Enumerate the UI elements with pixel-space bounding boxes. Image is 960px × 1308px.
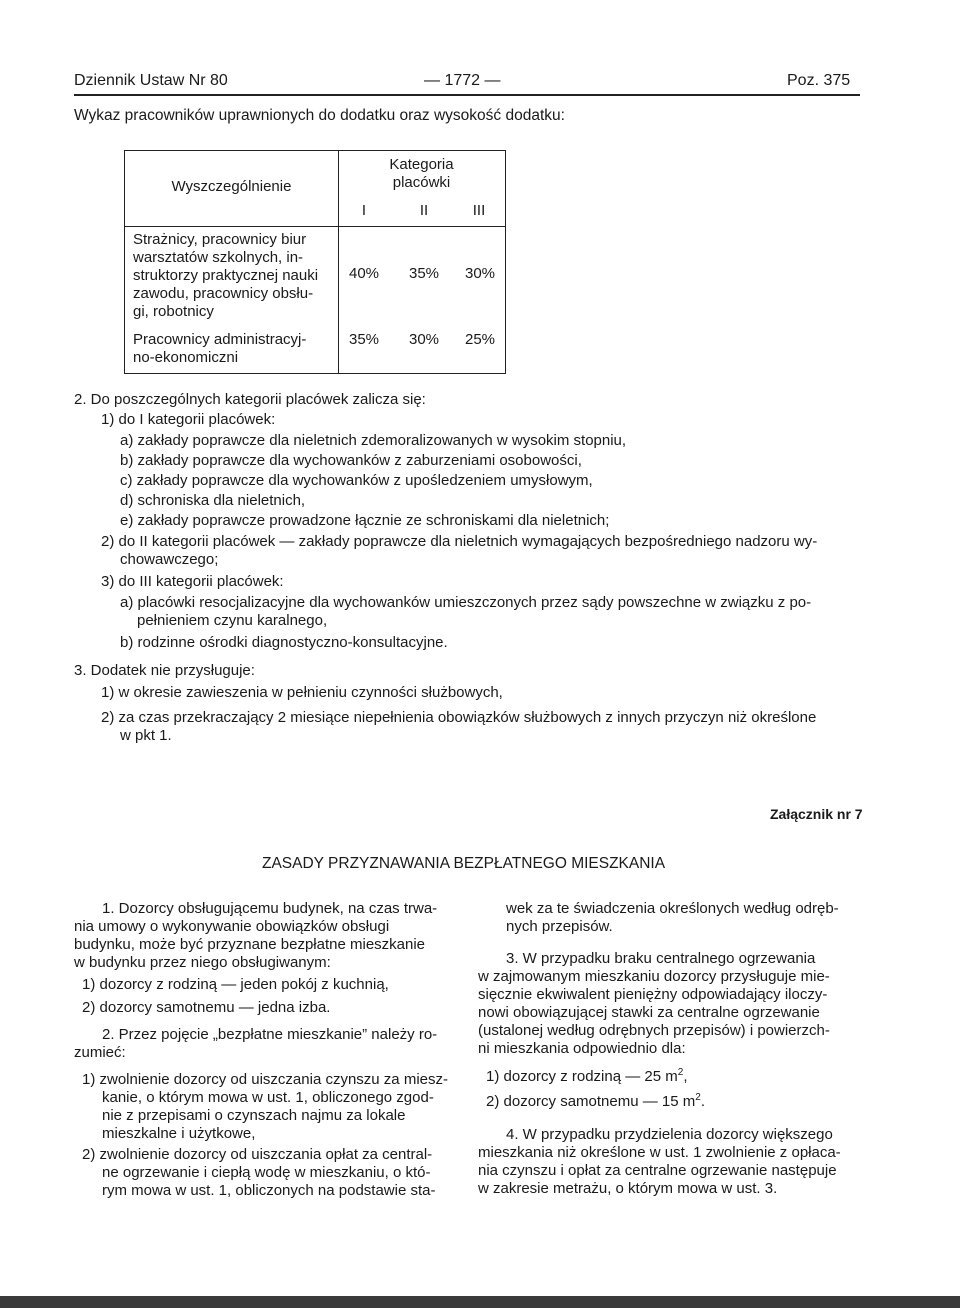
- text-line: sięcznie ekwiwalent pieniężny odpowiadający iloczy-: [478, 986, 828, 1003]
- table-group-header-l2: placówki: [392, 174, 451, 191]
- table-row-2-cat-2: 30%: [408, 331, 440, 348]
- table-row-2-cat-3: 25%: [464, 331, 496, 348]
- section-3-item-2-cont: w pkt 1.: [120, 727, 172, 744]
- text-line: 2) zwolnienie dozorcy od uiszczania opłat za central-: [82, 1146, 433, 1163]
- intro-text: Wykaz pracowników uprawnionych do dodatku oraz wysokość dodatku:: [74, 107, 565, 124]
- section-2-item-1b: b) zakłady poprawcze dla wychowanków z zaburzeniami osobowości,: [120, 452, 582, 469]
- right-col-item-2: [486, 1093, 705, 1111]
- right-col-paragraph-4: [478, 1126, 860, 1198]
- left-col-paragraph-1: [74, 900, 460, 972]
- table-row-2-label: [133, 331, 338, 367]
- scan-bottom-edge: [0, 1296, 960, 1308]
- section-2-item-1c: c) zakłady poprawcze dla wychowanków z upośledzeniem umysłowym,: [120, 472, 593, 489]
- section-2-item-2-cont: chowawczego;: [120, 551, 219, 568]
- section-2-item-3a-cont: pełnieniem czynu karalnego,: [137, 612, 328, 629]
- right-col-item-1: [486, 1068, 687, 1086]
- right-col-paragraph-3: [478, 950, 860, 1058]
- row-1-label-line: Strażnicy, pracownicy biur: [133, 231, 307, 248]
- text-line: wek za te świadczenia określonych według odręb-: [506, 900, 839, 917]
- text-line: w zajmowanym mieszkaniu dozorcy przysługuje mie-: [478, 968, 830, 985]
- section-2-item-1: 1) do I kategorii placówek:: [101, 411, 276, 428]
- text-line: budynku, może być przyznane bezpłatne mieszkanie: [74, 936, 426, 953]
- table-cat-3: III: [472, 202, 486, 219]
- text-line: 1. Dozorcy obsługującemu budynek, na czas trwa-: [102, 900, 438, 917]
- text-line: 1) zwolnienie dozorcy od uiszczania czynszu za miesz-: [82, 1071, 448, 1088]
- left-col-paragraph-2: [74, 1026, 460, 1062]
- superscript: 2: [677, 1067, 684, 1078]
- section-3-item-2: 2) za czas przekraczający 2 miesiące niepełnienia obowiązków służbowych z innych przyczyn niż określone: [101, 709, 817, 726]
- section-2-item-3: 3) do III kategorii placówek:: [101, 573, 284, 590]
- table-cat-2: II: [419, 202, 429, 219]
- left-col-item-2-2: [82, 1146, 462, 1200]
- table-row-1-cat-1: 40%: [348, 265, 380, 282]
- table-header-divider: [125, 226, 505, 227]
- text-line: nia czynszu i opłat za centralne ogrzewanie następuje: [478, 1162, 837, 1179]
- section-3-heading: 3. Dodatek nie przysługuje:: [74, 662, 255, 679]
- text-line: 4. W przypadku przydzielenia dozorcy większego: [506, 1126, 833, 1143]
- row-1-label-line: gi, robotnicy: [133, 303, 214, 320]
- section-2-item-1d: d) schroniska dla nieletnich,: [120, 492, 306, 509]
- text-line: ne ogrzewanie i ciepłą wodę w mieszkaniu, o któ-: [102, 1164, 431, 1181]
- header-rule: [74, 94, 860, 96]
- text-line: rym mowa w ust. 1, obliczonych na podstawie sta-: [102, 1182, 436, 1199]
- row-1-label-line: warsztatów szkolnych, in-: [133, 249, 304, 266]
- row-1-label-line: zawodu, pracownicy obsłu-: [133, 285, 314, 302]
- text-line: mieszkalne i użytkowe,: [102, 1125, 256, 1142]
- section-2-heading: 2. Do poszczególnych kategorii placówek zalicza się:: [74, 391, 426, 408]
- table-row-2-cat-1: 35%: [348, 331, 380, 348]
- left-col-item-2-1: [82, 1071, 462, 1143]
- section-3-item-1: 1) w okresie zawieszenia w pełnieniu czynności służbowych,: [101, 684, 503, 701]
- section-2-item-1e: e) zakłady poprawcze prowadzone łącznie ze schroniskami dla nieletnich;: [120, 512, 610, 529]
- row-2-label-line: no-ekonomiczni: [133, 349, 239, 366]
- text-line: nie z przepisami o czynszach najmu za lokale: [102, 1107, 406, 1124]
- annex-label: Załącznik nr 7: [770, 806, 863, 822]
- text-line: zumieć:: [74, 1044, 126, 1061]
- table-group-header-l1: Kategoria: [389, 156, 454, 173]
- text-span: 1) dozorcy z rodziną — 25 m: [486, 1068, 678, 1085]
- text-line: 2. Przez pojęcie „bezpłatne mieszkanie” należy ro-: [102, 1026, 438, 1043]
- right-col-continuation: [478, 900, 860, 936]
- allowance-table: [124, 150, 506, 374]
- table-row-1-cat-2: 35%: [408, 265, 440, 282]
- superscript: 2: [695, 1092, 701, 1103]
- text-span: ,: [683, 1068, 688, 1085]
- section-2-item-3b: b) rodzinne ośrodki diagnostyczno-konsultacyjne.: [120, 634, 448, 651]
- page-number: — 1772 —: [424, 72, 501, 89]
- text-line: ni mieszkania odpowiednio dla:: [478, 1040, 686, 1057]
- text-line: w budynku przez niego obsługiwanym:: [74, 954, 331, 971]
- row-1-label-line: struktorzy praktycznej nauki: [133, 267, 319, 284]
- text-line: nowi obowiązującej stawki za centralne ogrzewanie: [478, 1004, 820, 1021]
- text-line: kanie, o którym mowa w ust. 1, obliczonego zgod-: [102, 1089, 434, 1106]
- text-line: w zakresie metrażu, o którym mowa w ust. 3.: [478, 1180, 778, 1197]
- section-2-item-3a: a) placówki resocjalizacyjne dla wychowanków umieszczonych przez sądy powszechne w związku z po-: [120, 594, 812, 611]
- section-2-item-2: 2) do II kategorii placówek — zakłady poprawcze dla nieletnich wymagających bezpośredniego nadzoru wy-: [101, 533, 818, 550]
- table-col-header: Wyszczególnienie: [171, 178, 292, 195]
- table-row-1-label: [133, 231, 338, 321]
- text-line: 3. W przypadku braku centralnego ogrzewania: [506, 950, 816, 967]
- table-row-1-cat-3: 30%: [464, 265, 496, 282]
- text-line: mieszkania niż określone w ust. 1 zwolnienie z opłaca-: [478, 1144, 841, 1161]
- position-number: Poz. 375: [787, 72, 851, 89]
- text-line: nia umowy o wykonywanie obowiązków obsługi: [74, 918, 390, 935]
- text-line: nych przepisów.: [506, 918, 613, 935]
- text-span: .: [700, 1093, 705, 1110]
- section-2-item-1a: a) zakłady poprawcze dla nieletnich zdemoralizowanych w wysokim stopniu,: [120, 432, 627, 449]
- text-span: 2) dozorcy samotnemu — 15 m: [486, 1093, 696, 1110]
- running-header-left: Dziennik Ustaw Nr 80: [74, 72, 228, 89]
- table-cat-1: I: [361, 202, 367, 219]
- text-line: (ustalonej według odrębnych przepisów) i powierzch-: [478, 1022, 830, 1039]
- row-2-label-line: Pracownicy administracyj-: [133, 331, 307, 348]
- annex-title: ZASADY PRZYZNAWANIA BEZPŁATNEGO MIESZKANIA: [262, 855, 666, 872]
- left-col-item-2: 2) dozorcy samotnemu — jedna izba.: [82, 999, 331, 1016]
- left-col-item-1: 1) dozorcy z rodziną — jeden pokój z kuchnią,: [82, 976, 389, 993]
